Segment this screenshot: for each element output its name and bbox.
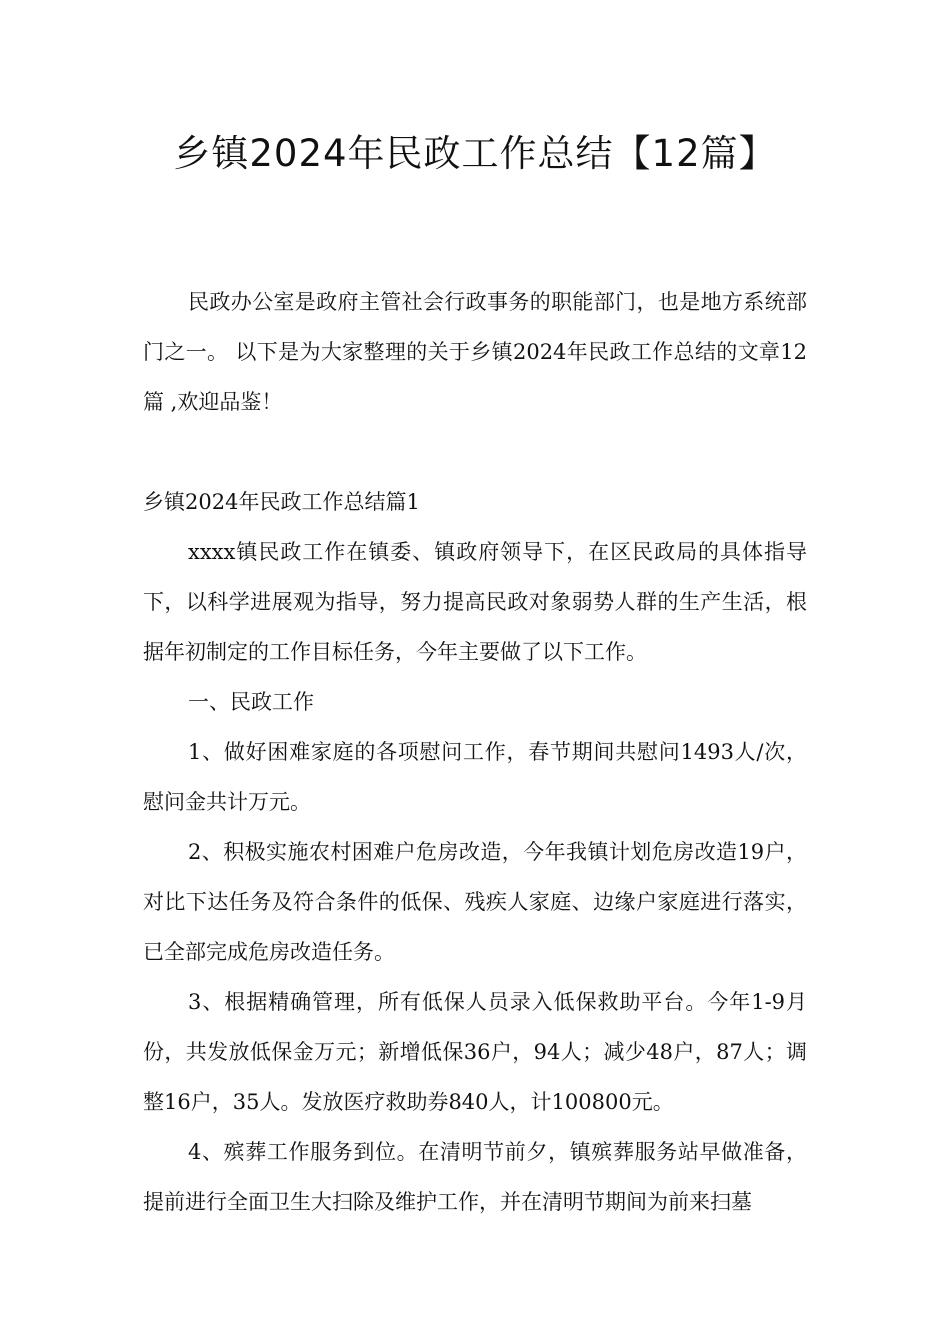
intro-paragraph: 民政办公室是政府主管社会行政事务的职能部门，也是地方系统部门之一。 以下是为大家整理的关于乡镇2024年民政工作总结的文章12篇 ,欢迎品鉴！ — [143, 290, 807, 414]
body-paragraph: 4、殡葬工作服务到位。在清明节前夕，镇殡葬服务站早做准备，提前进行全面卫生大扫除及维护工作，并在清明节期间为前来扫墓 — [143, 1140, 807, 1214]
subsection-heading: 一、民政工作 — [188, 690, 314, 714]
body-paragraph: 3、根据精确管理，所有低保人员录入低保救助平台。今年1-9月份，共发放低保金万元；新增低保36户，94人；减少48户，87人；调整16户，35人。发放医疗救助券840人，计100800元。 — [143, 990, 807, 1114]
section-heading: 乡镇2024年民政工作总结篇1 — [143, 490, 420, 514]
body-paragraph: 2、积极实施农村困难户危房改造，今年我镇计划危房改造19户，对比下达任务及符合条件的低保、残疾人家庭、边缘户家庭进行落实，已全部完成危房改造任务。 — [143, 840, 807, 964]
body-paragraph: xxxx镇民政工作在镇委、镇政府领导下，在区民政局的具体指导下，以科学进展观为指导，努力提高民政对象弱势人群的生产生活，根据年初制定的工作目标任务，今年主要做了以下工作。 — [143, 540, 807, 664]
body-paragraph: 1、做好困难家庭的各项慰问工作，春节期间共慰问1493人/次，慰问金共计万元。 — [143, 740, 807, 814]
document-title: 乡镇2024年民政工作总结【12篇】 — [173, 132, 777, 175]
